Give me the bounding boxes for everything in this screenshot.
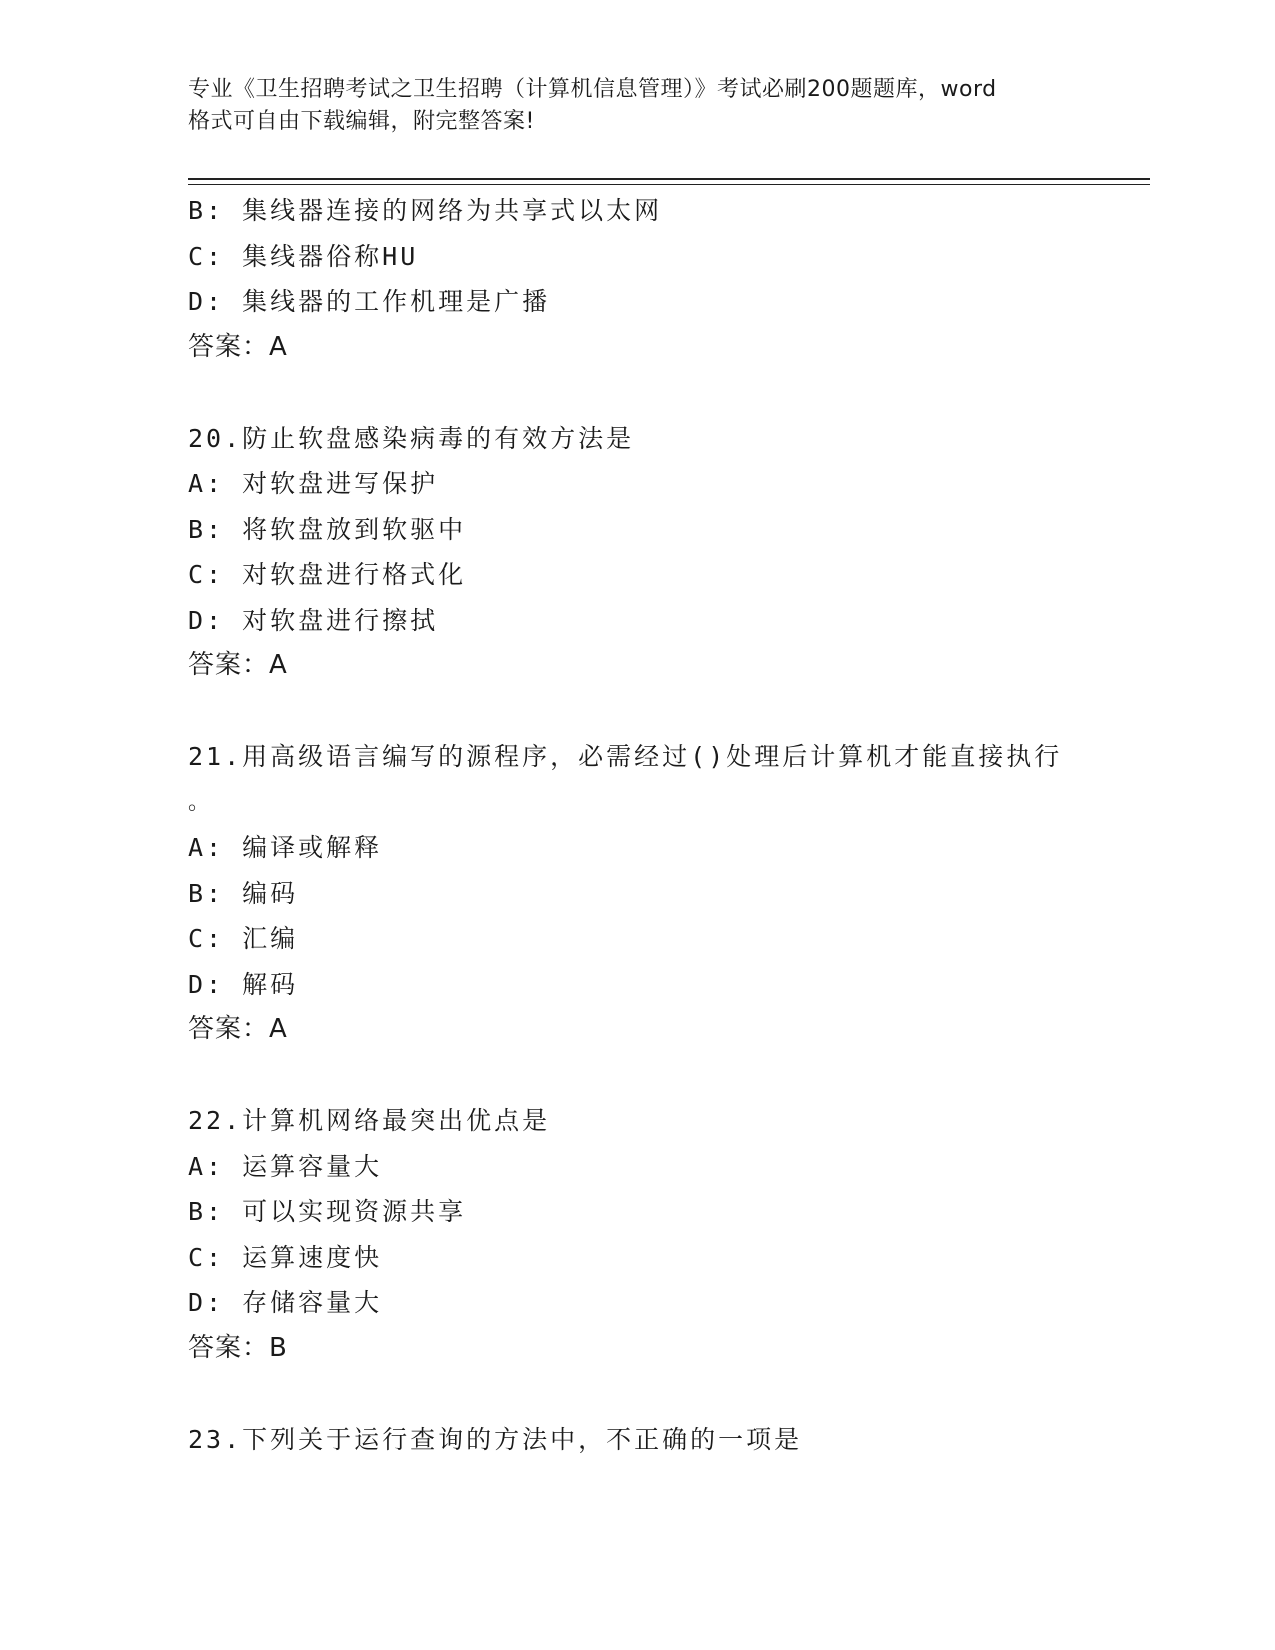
option-a: A: 编译或解释 (188, 833, 383, 862)
option-a: A: 运算容量大 (188, 1151, 383, 1181)
spacer (188, 370, 1088, 416)
option-d: D: 解码 (188, 969, 299, 999)
spacer (188, 1371, 1088, 1417)
option-b: B: 编码 (188, 878, 299, 908)
spacer (188, 689, 1088, 735)
question-stem: 20.防止软盘感染病毒的有效方法是 (188, 423, 635, 453)
option-c: C: 对软盘进行格式化 (188, 560, 467, 589)
header-divider-thick (188, 178, 1150, 180)
question-stem: 23.下列关于运行查询的方法中，不正确的一项是 (188, 1424, 803, 1454)
header-title-line1: 专业《卫生招聘考试之卫生招聘（计算机信息管理）》考试必刷200题题库，word (188, 77, 997, 102)
question-20 (188, 416, 1088, 689)
option-d: D: 集线器的工作机理是广播 (188, 287, 551, 316)
question-21 (188, 734, 1088, 1053)
option-c: C: 汇编 (188, 924, 299, 953)
document-header (188, 74, 1088, 138)
question-19-partial (188, 188, 1088, 370)
option-d: D: 存储容量大 (188, 1288, 383, 1317)
question-stem: 22.计算机网络最突出优点是 (188, 1106, 551, 1135)
answer-line: 答案：B (188, 1332, 288, 1363)
header-title-line2: 格式可自由下载编辑，附完整答案! (188, 109, 535, 134)
question-stem: 21.用高级语言编写的源程序，必需经过()处理后计算机才能直接执行 (188, 742, 1063, 771)
option-c: C: 运算速度快 (188, 1242, 383, 1272)
answer-line: 答案：A (188, 331, 288, 362)
answer-line: 答案：A (188, 1014, 288, 1044)
header-divider-thin (188, 184, 1150, 185)
question-stem-tail: 。 (188, 789, 214, 815)
option-d: D: 对软盘进行擦拭 (188, 605, 439, 635)
option-b: B: 将软盘放到软驱中 (188, 514, 467, 544)
question-list (188, 188, 1088, 1462)
answer-line: 答案：A (188, 650, 288, 680)
spacer (188, 1053, 1088, 1099)
question-23 (188, 1417, 1088, 1463)
question-22 (188, 1098, 1088, 1371)
option-c: C: 集线器俗称HU (188, 241, 419, 271)
option-b: B: 集线器连接的网络为共享式以太网 (188, 196, 663, 225)
option-a: A: 对软盘进写保护 (188, 469, 439, 498)
option-b: B: 可以实现资源共享 (188, 1197, 467, 1226)
